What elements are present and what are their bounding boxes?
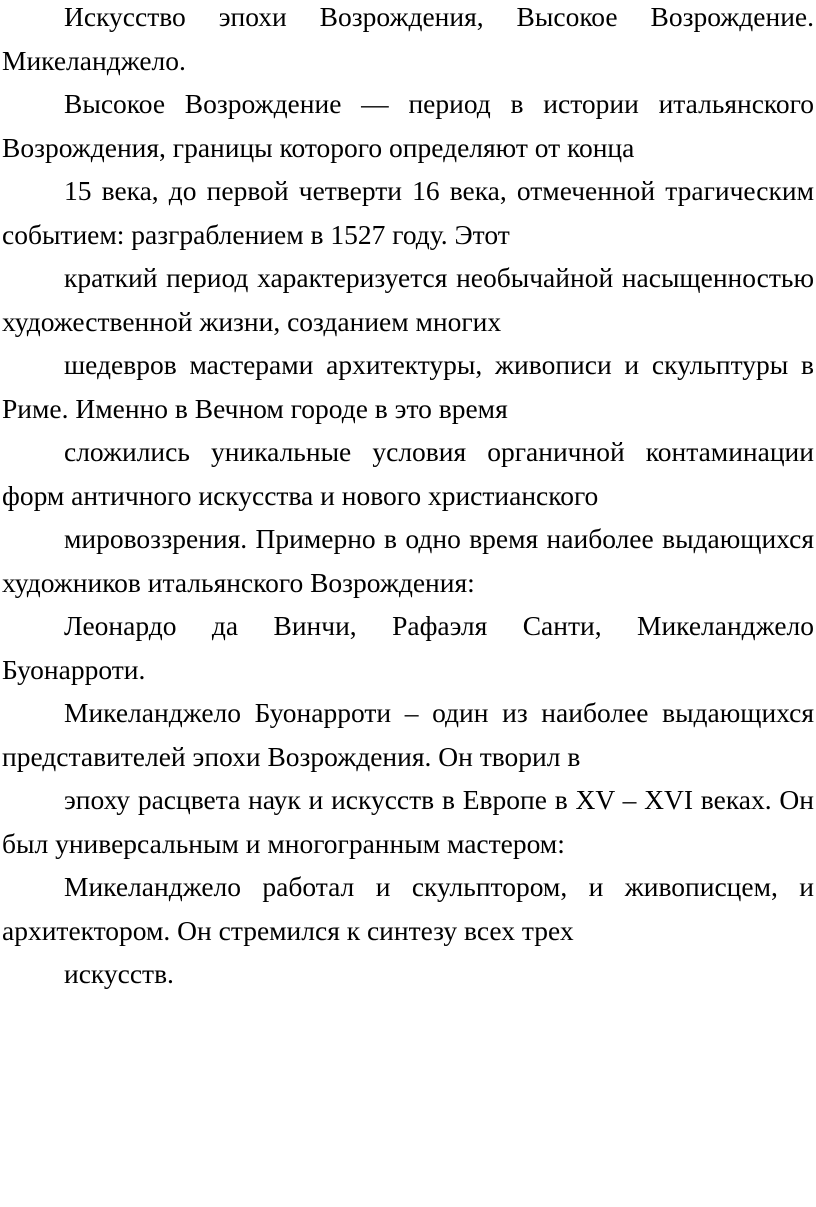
paragraph: сложились уникальные условия органичной контаминации форм античного искусства и нового христианского — [2, 436, 814, 511]
paragraph-title: Искусство эпохи Возрождения, Высокое Возрождение. Микеланджело. — [2, 1, 814, 76]
paragraph: краткий период характеризуется необычайной насыщенностью художественной жизни, созданием многих — [2, 262, 814, 337]
paragraph: Леонардо да Винчи, Рафаэля Санти, Микеланджело Буонарроти. — [2, 610, 814, 685]
paragraph: эпоху расцвета наук и искусств в Европе в XV – XVI веках. Он был универсальным и многогранным мастером: — [2, 784, 814, 859]
paragraph: Микеланджело работал и скульптором, и живописцем, и архитектором. Он стремился к синтезу всех трех — [2, 871, 814, 946]
paragraph: шедевров мастерами архитектуры, живописи и скульптуры в Риме. Именно в Вечном городе в это время — [2, 349, 814, 424]
paragraph: мировоззрения. Примерно в одно время наиболее выдающихся художников итальянского Возрождения: — [2, 523, 814, 598]
paragraph: искусств. — [64, 958, 174, 989]
paragraph: Высокое Возрождение — период в истории итальянского Возрождения, границы которого определяют от конца — [2, 88, 814, 163]
paragraph: 15 века, до первой четверти 16 века, отмеченной трагическим событием: разграблением в 1527 году. Этот — [2, 175, 814, 250]
paragraph: Микеланджело Буонарроти – один из наиболее выдающихся представителей эпохи Возрождения. Он творил в — [2, 697, 814, 772]
